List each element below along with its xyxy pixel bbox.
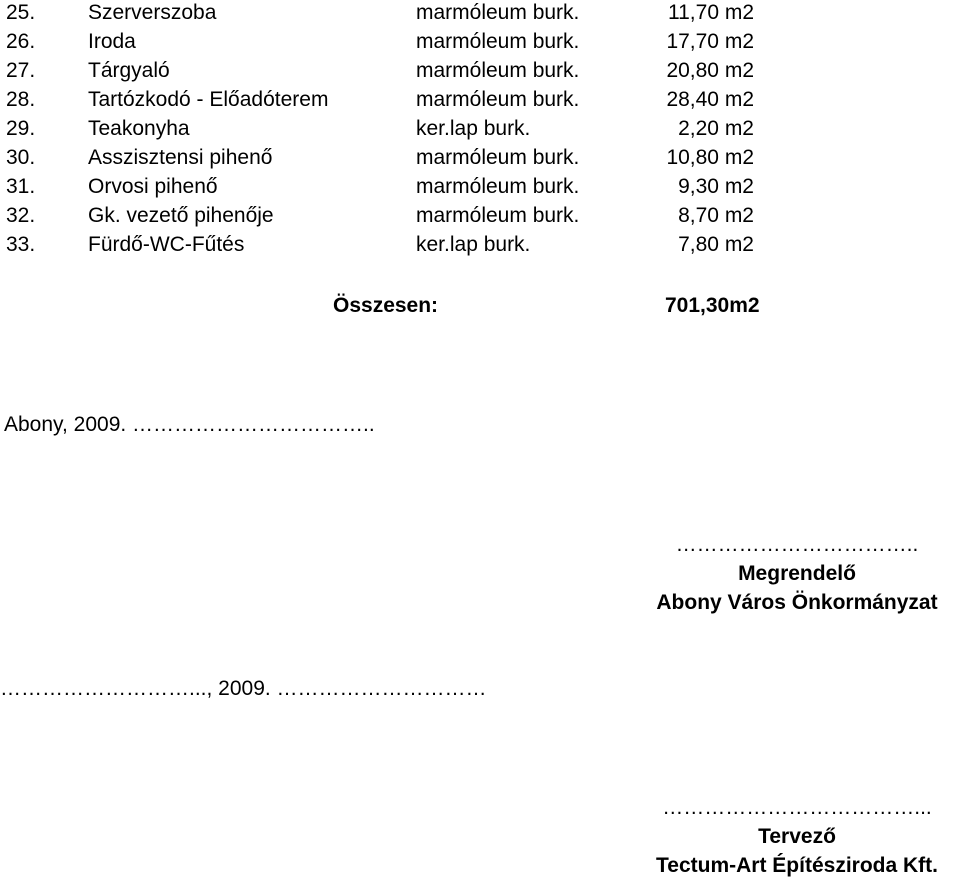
room-number: 33. <box>6 233 36 256</box>
room-name: Teakonyha <box>88 117 190 140</box>
room-name: Fürdő-WC-Fűtés <box>88 233 245 256</box>
date-line: ………………………..., 2009. ………………………… <box>0 677 487 700</box>
total-value: 701,30m2 <box>665 294 760 317</box>
floor-covering: marmóleum burk. <box>416 204 580 227</box>
room-number: 28. <box>6 88 36 111</box>
floor-covering: marmóleum burk. <box>416 30 580 53</box>
room-area: 28,40 m2 <box>666 88 754 111</box>
room-name: Iroda <box>88 30 136 53</box>
room-number: 30. <box>6 146 36 169</box>
table-row <box>0 143 960 172</box>
client-signature-block <box>637 530 957 617</box>
total-label: Összesen: <box>333 294 439 317</box>
room-area: 11,70 m2 <box>668 1 754 24</box>
designer-signature-block <box>637 793 957 880</box>
room-area: 10,80 m2 <box>666 146 754 169</box>
room-number: 27. <box>6 59 36 82</box>
room-area: 9,30 m2 <box>678 175 754 198</box>
room-number: 26. <box>6 30 36 53</box>
table-row <box>0 114 960 143</box>
room-area: 8,70 m2 <box>678 204 754 227</box>
floor-covering: marmóleum burk. <box>416 146 580 169</box>
table-row <box>0 172 960 201</box>
room-name: Tárgyaló <box>88 59 170 82</box>
room-number: 25. <box>6 1 36 24</box>
client-organization: Abony Város Önkormányzat <box>656 591 938 614</box>
room-number: 31. <box>6 175 36 198</box>
signature-line: ………………………………... <box>662 796 932 819</box>
room-number: 32. <box>6 204 36 227</box>
room-name: Gk. vezető pihenője <box>88 204 274 227</box>
client-role: Megrendelő <box>738 562 856 585</box>
floor-covering: ker.lap burk. <box>416 233 531 256</box>
table-row <box>0 56 960 85</box>
table-row <box>0 27 960 56</box>
designer-organization: Tectum-Art Építésziroda Kft. <box>656 854 938 877</box>
room-number: 29. <box>6 117 36 140</box>
table-row <box>0 0 960 27</box>
room-area: 20,80 m2 <box>666 59 754 82</box>
room-name: Asszisztensi pihenő <box>88 146 273 169</box>
table-row <box>0 85 960 114</box>
room-area: 17,70 m2 <box>666 30 754 53</box>
room-area: 2,20 m2 <box>678 117 754 140</box>
signature-line: …………………………….. <box>675 533 919 556</box>
room-area: 7,80 m2 <box>678 233 754 256</box>
total-row <box>0 290 960 322</box>
floor-covering: marmóleum burk. <box>416 88 580 111</box>
designer-role: Tervező <box>758 825 836 848</box>
table-row <box>0 201 960 230</box>
table-row <box>0 230 960 259</box>
floor-covering: marmóleum burk. <box>416 175 580 198</box>
place-date: Abony, 2009. …………………………….. <box>4 413 375 436</box>
room-name: Szerverszoba <box>88 1 217 24</box>
room-name: Tartózkodó - Előadóterem <box>88 88 329 111</box>
floor-covering: marmóleum burk. <box>416 59 580 82</box>
floor-covering: ker.lap burk. <box>416 117 531 140</box>
floor-covering: marmóleum burk. <box>416 1 580 24</box>
room-name: Orvosi pihenő <box>88 175 218 198</box>
